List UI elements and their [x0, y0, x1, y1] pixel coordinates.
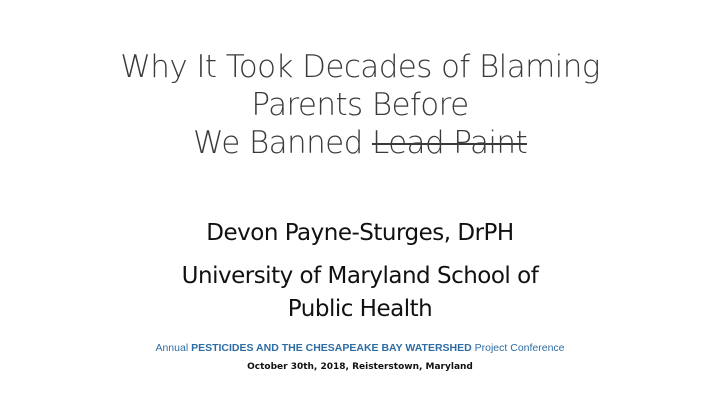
presenter-name: Devon Payne-Sturges, DrPH	[206, 220, 514, 246]
event-date-location: October 30th, 2018, Reisterstown, Maryland	[247, 362, 473, 372]
title-line-2: Parents Before	[251, 87, 469, 123]
title-struck-text: Lead Paint	[371, 125, 527, 161]
title-line-3-prefix: We Banned	[192, 125, 372, 161]
title-line-3	[60, 124, 660, 162]
conference-prefix: Annual	[155, 342, 192, 354]
affiliation-line-2: Public Health	[287, 296, 433, 322]
presenter-affiliation	[80, 260, 640, 326]
slide-title	[60, 48, 660, 162]
conference-name: PESTICIDES AND THE CHESAPEAKE BAY WATERSHED	[191, 342, 472, 354]
affiliation-line-1: University of Maryland School of	[181, 263, 539, 289]
conference-line	[20, 341, 700, 355]
title-line-1: Why It Took Decades of Blaming	[120, 49, 600, 85]
conference-suffix: Project Conference	[471, 342, 565, 354]
